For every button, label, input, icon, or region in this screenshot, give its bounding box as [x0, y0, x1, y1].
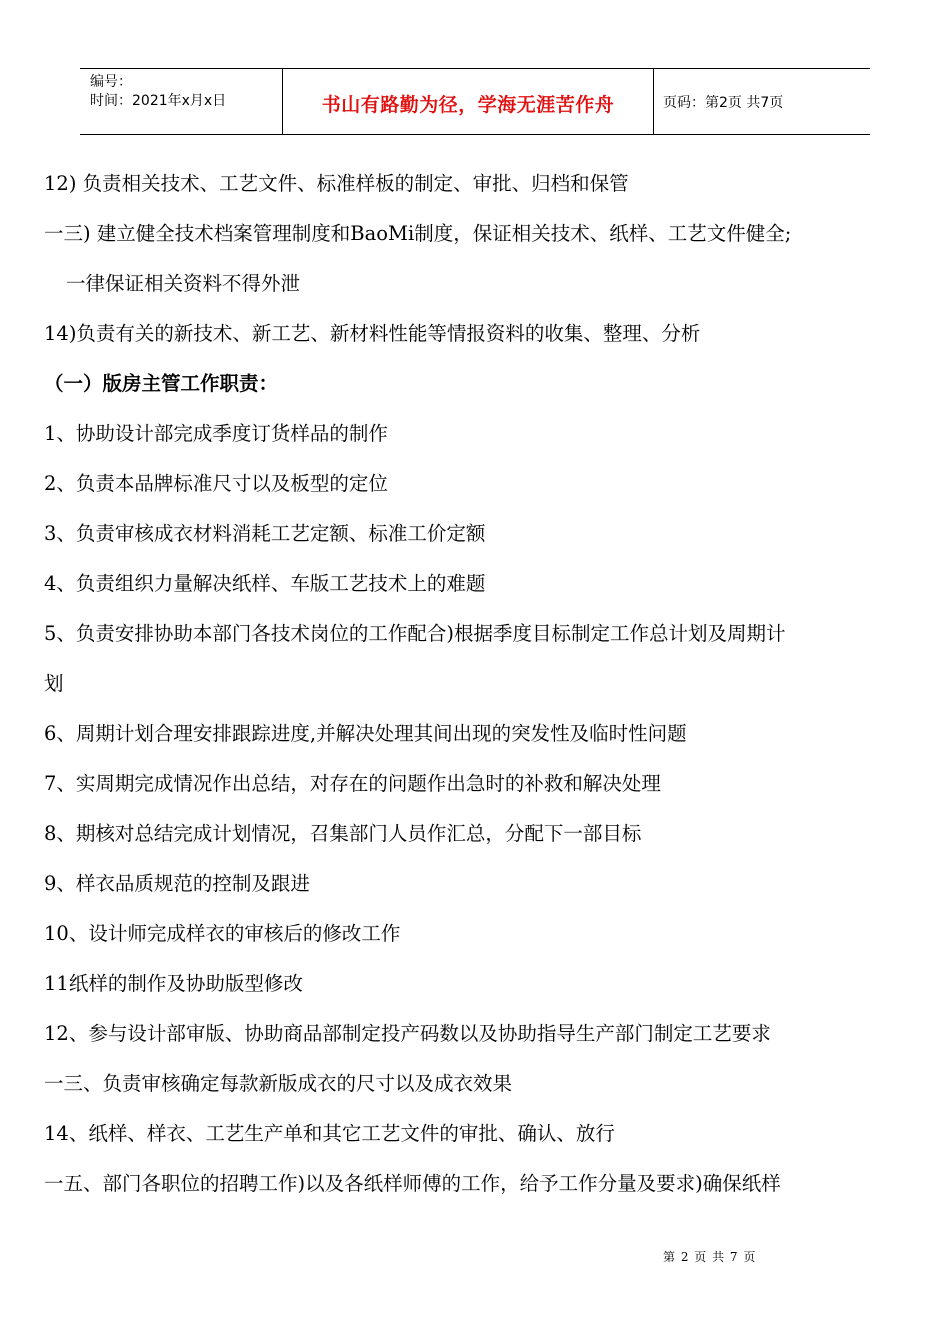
body-line: 6、周期计划合理安排跟踪进度,并解决处理其间出现的突发性及临时性问题: [44, 722, 687, 745]
body-line: 一律保证相关资料不得外泄: [66, 272, 301, 295]
body-line: 7、实周期完成情况作出总结，对存在的问题作出急时的补救和解决处理: [44, 772, 661, 795]
body-line: 12、参与设计部审版、协助商品部制定投产码数以及协助指导生产部门制定工艺要求: [44, 1022, 771, 1045]
document-header: [80, 68, 870, 135]
body-line: 14、纸样、样衣、工艺生产单和其它工艺文件的审批、确认、放行: [44, 1122, 615, 1145]
body-line: 划: [44, 672, 64, 695]
section-heading: （一）版房主管工作职责：: [44, 372, 279, 395]
body-line: 5、负责安排协助本部门各技术岗位的工作配合)根据季度目标制定工作总计划及周期计: [44, 622, 786, 645]
body-line: 10、设计师完成样衣的审核后的修改工作: [44, 922, 401, 945]
header-page-number: 页码：第2页 共7页: [663, 94, 784, 111]
body-line: 3、负责审核成衣材料消耗工艺定额、标准工价定额: [44, 522, 486, 545]
body-line: 12) 负责相关技术、工艺文件、标准样板的制定、审批、归档和保管: [44, 172, 629, 195]
body-line: 4、负责组织力量解决纸样、车版工艺技术上的难题: [44, 572, 486, 595]
body-line: 一三、负责审核确定每款新版成衣的尺寸以及成衣效果: [44, 1072, 513, 1095]
body-line: 一三) 建立健全技术档案管理制度和BaoMi制度，保证相关技术、纸样、工艺文件健全;: [44, 222, 792, 245]
body-line: 9、样衣品质规范的控制及跟进: [44, 872, 310, 895]
page-footer: 第 2 页 共 7 页: [663, 1250, 757, 1264]
header-page-cell: [654, 69, 870, 134]
body-line: 11纸样的制作及协助版型修改: [44, 972, 303, 995]
body-line: 2、负责本品牌标准尺寸以及板型的定位: [44, 472, 388, 495]
body-line: 8、期核对总结完成计划情况，召集部门人员作汇总，分配下一部目标: [44, 822, 642, 845]
body-line: 14)负责有关的新技术、新工艺、新材料性能等情报资料的收集、整理、分析: [44, 322, 701, 345]
header-motto-cell: [282, 69, 654, 134]
body-line: 1、协助设计部完成季度订货样品的制作: [44, 422, 388, 445]
document-body: [44, 163, 904, 1213]
document-time-label: 时间：2021年x月x日: [90, 93, 227, 109]
header-motto: 书山有路勤为径，学海无涯苦作舟: [321, 94, 615, 116]
header-info-cell: [80, 69, 282, 134]
document-number-label: 编号：: [90, 74, 132, 90]
body-line: 一五、部门各职位的招聘工作)以及各纸样师傅的工作，给予工作分量及要求)确保纸样: [44, 1172, 781, 1195]
